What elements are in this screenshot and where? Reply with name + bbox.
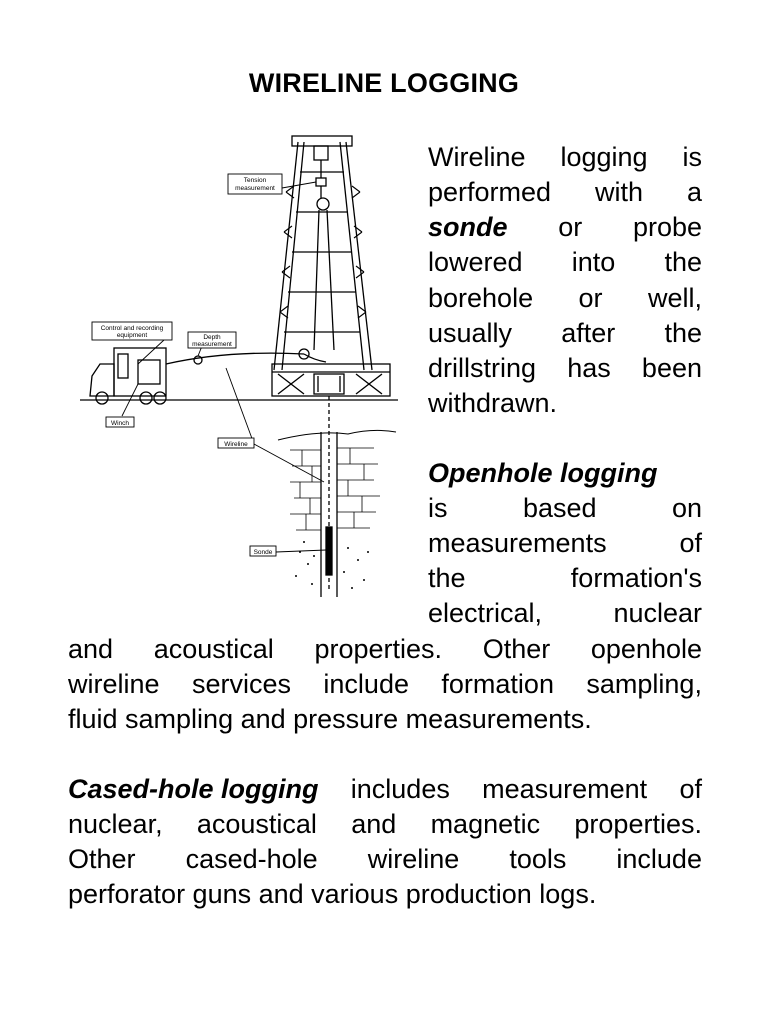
label-depth-2: measurement: [192, 341, 232, 348]
word: been: [641, 353, 702, 383]
word: includes: [350, 774, 450, 804]
word: performed: [428, 177, 552, 207]
para3-line: [68, 846, 702, 873]
label-control-1: Control and recording: [100, 325, 164, 332]
label-control-2: equipment: [116, 332, 148, 339]
word: nuclear: [613, 598, 702, 628]
para1-line: [428, 355, 702, 382]
word: the: [664, 247, 702, 277]
word: lowered: [428, 247, 523, 277]
word: properties.: [314, 634, 443, 664]
para3-line: [68, 776, 702, 803]
word: sampling,: [586, 669, 702, 699]
word: and: [68, 634, 114, 664]
label-sonde: Sonde: [253, 549, 273, 556]
word: a: [686, 177, 702, 207]
word: has: [567, 353, 611, 383]
word: Other: [482, 634, 551, 664]
para2-line: [68, 636, 702, 663]
word: acoustical: [153, 634, 274, 664]
word: measurements: [428, 528, 607, 558]
word: formation: [441, 669, 554, 699]
word: probe: [632, 212, 702, 242]
word: nuclear,: [68, 809, 163, 839]
label-depth-1: Depth: [203, 334, 221, 341]
para1-line: [428, 285, 702, 312]
emphasis-sonde: sonde: [428, 212, 508, 242]
word: or: [578, 283, 603, 313]
word: include: [616, 844, 702, 874]
para3-line: [68, 811, 702, 838]
word: Other: [68, 844, 136, 874]
para2-line: [68, 671, 702, 698]
para2-line: [428, 600, 702, 627]
para2-line: [428, 565, 702, 592]
word: acoustical: [196, 809, 317, 839]
word: cased-hole: [185, 844, 318, 874]
word: measurement: [482, 774, 648, 804]
word: drillstring: [428, 353, 537, 383]
word: include: [323, 669, 409, 699]
word: of: [679, 774, 702, 804]
word: openhole: [590, 634, 702, 664]
word: the: [664, 318, 702, 348]
word: electrical,: [428, 598, 543, 628]
wireline-diagram: [78, 132, 413, 597]
word: well,: [647, 283, 702, 313]
para2-line: [428, 530, 702, 557]
word: wireline: [367, 844, 460, 874]
word: wireline: [68, 669, 160, 699]
para3-line-last: perforator guns and various production logs.: [68, 879, 597, 909]
emphasis-casedhole: Cased-hole logging: [68, 774, 319, 804]
para1-line: [428, 214, 702, 241]
word: after: [561, 318, 616, 348]
para1-line: [428, 179, 702, 206]
label-winch: Winch: [110, 420, 130, 427]
word: based: [522, 493, 597, 523]
para2-line: [428, 460, 702, 487]
emphasis-openhole: Openhole logging: [428, 458, 658, 488]
label-tension-2: measurement: [235, 185, 275, 192]
word: services: [191, 669, 291, 699]
word: logging: [560, 142, 648, 172]
word: of: [679, 528, 702, 558]
para2-line-last: fluid sampling and pressure measurements.: [68, 704, 592, 734]
label-tension-1: Tension: [243, 177, 267, 184]
para2-line: [428, 495, 702, 522]
word: is: [428, 493, 448, 523]
word: properties.: [574, 809, 702, 839]
para1-line: [428, 320, 702, 347]
para1-line-last: withdrawn.: [428, 388, 558, 418]
word: with: [595, 177, 644, 207]
word: the: [428, 563, 466, 593]
label-wireline: Wireline: [224, 441, 248, 448]
word: Wireline: [428, 142, 526, 172]
word: and: [351, 809, 397, 839]
word: into: [571, 247, 616, 277]
word: on: [671, 493, 702, 523]
para1-line: [428, 144, 702, 171]
word: tools: [509, 844, 567, 874]
page-title: WIRELINE LOGGING: [248, 68, 520, 98]
para1-line: [428, 249, 702, 276]
word: usually: [428, 318, 513, 348]
word: borehole: [428, 283, 534, 313]
word: or: [558, 212, 583, 242]
word: magnetic: [430, 809, 541, 839]
word: is: [682, 142, 702, 172]
word: formation's: [570, 563, 702, 593]
